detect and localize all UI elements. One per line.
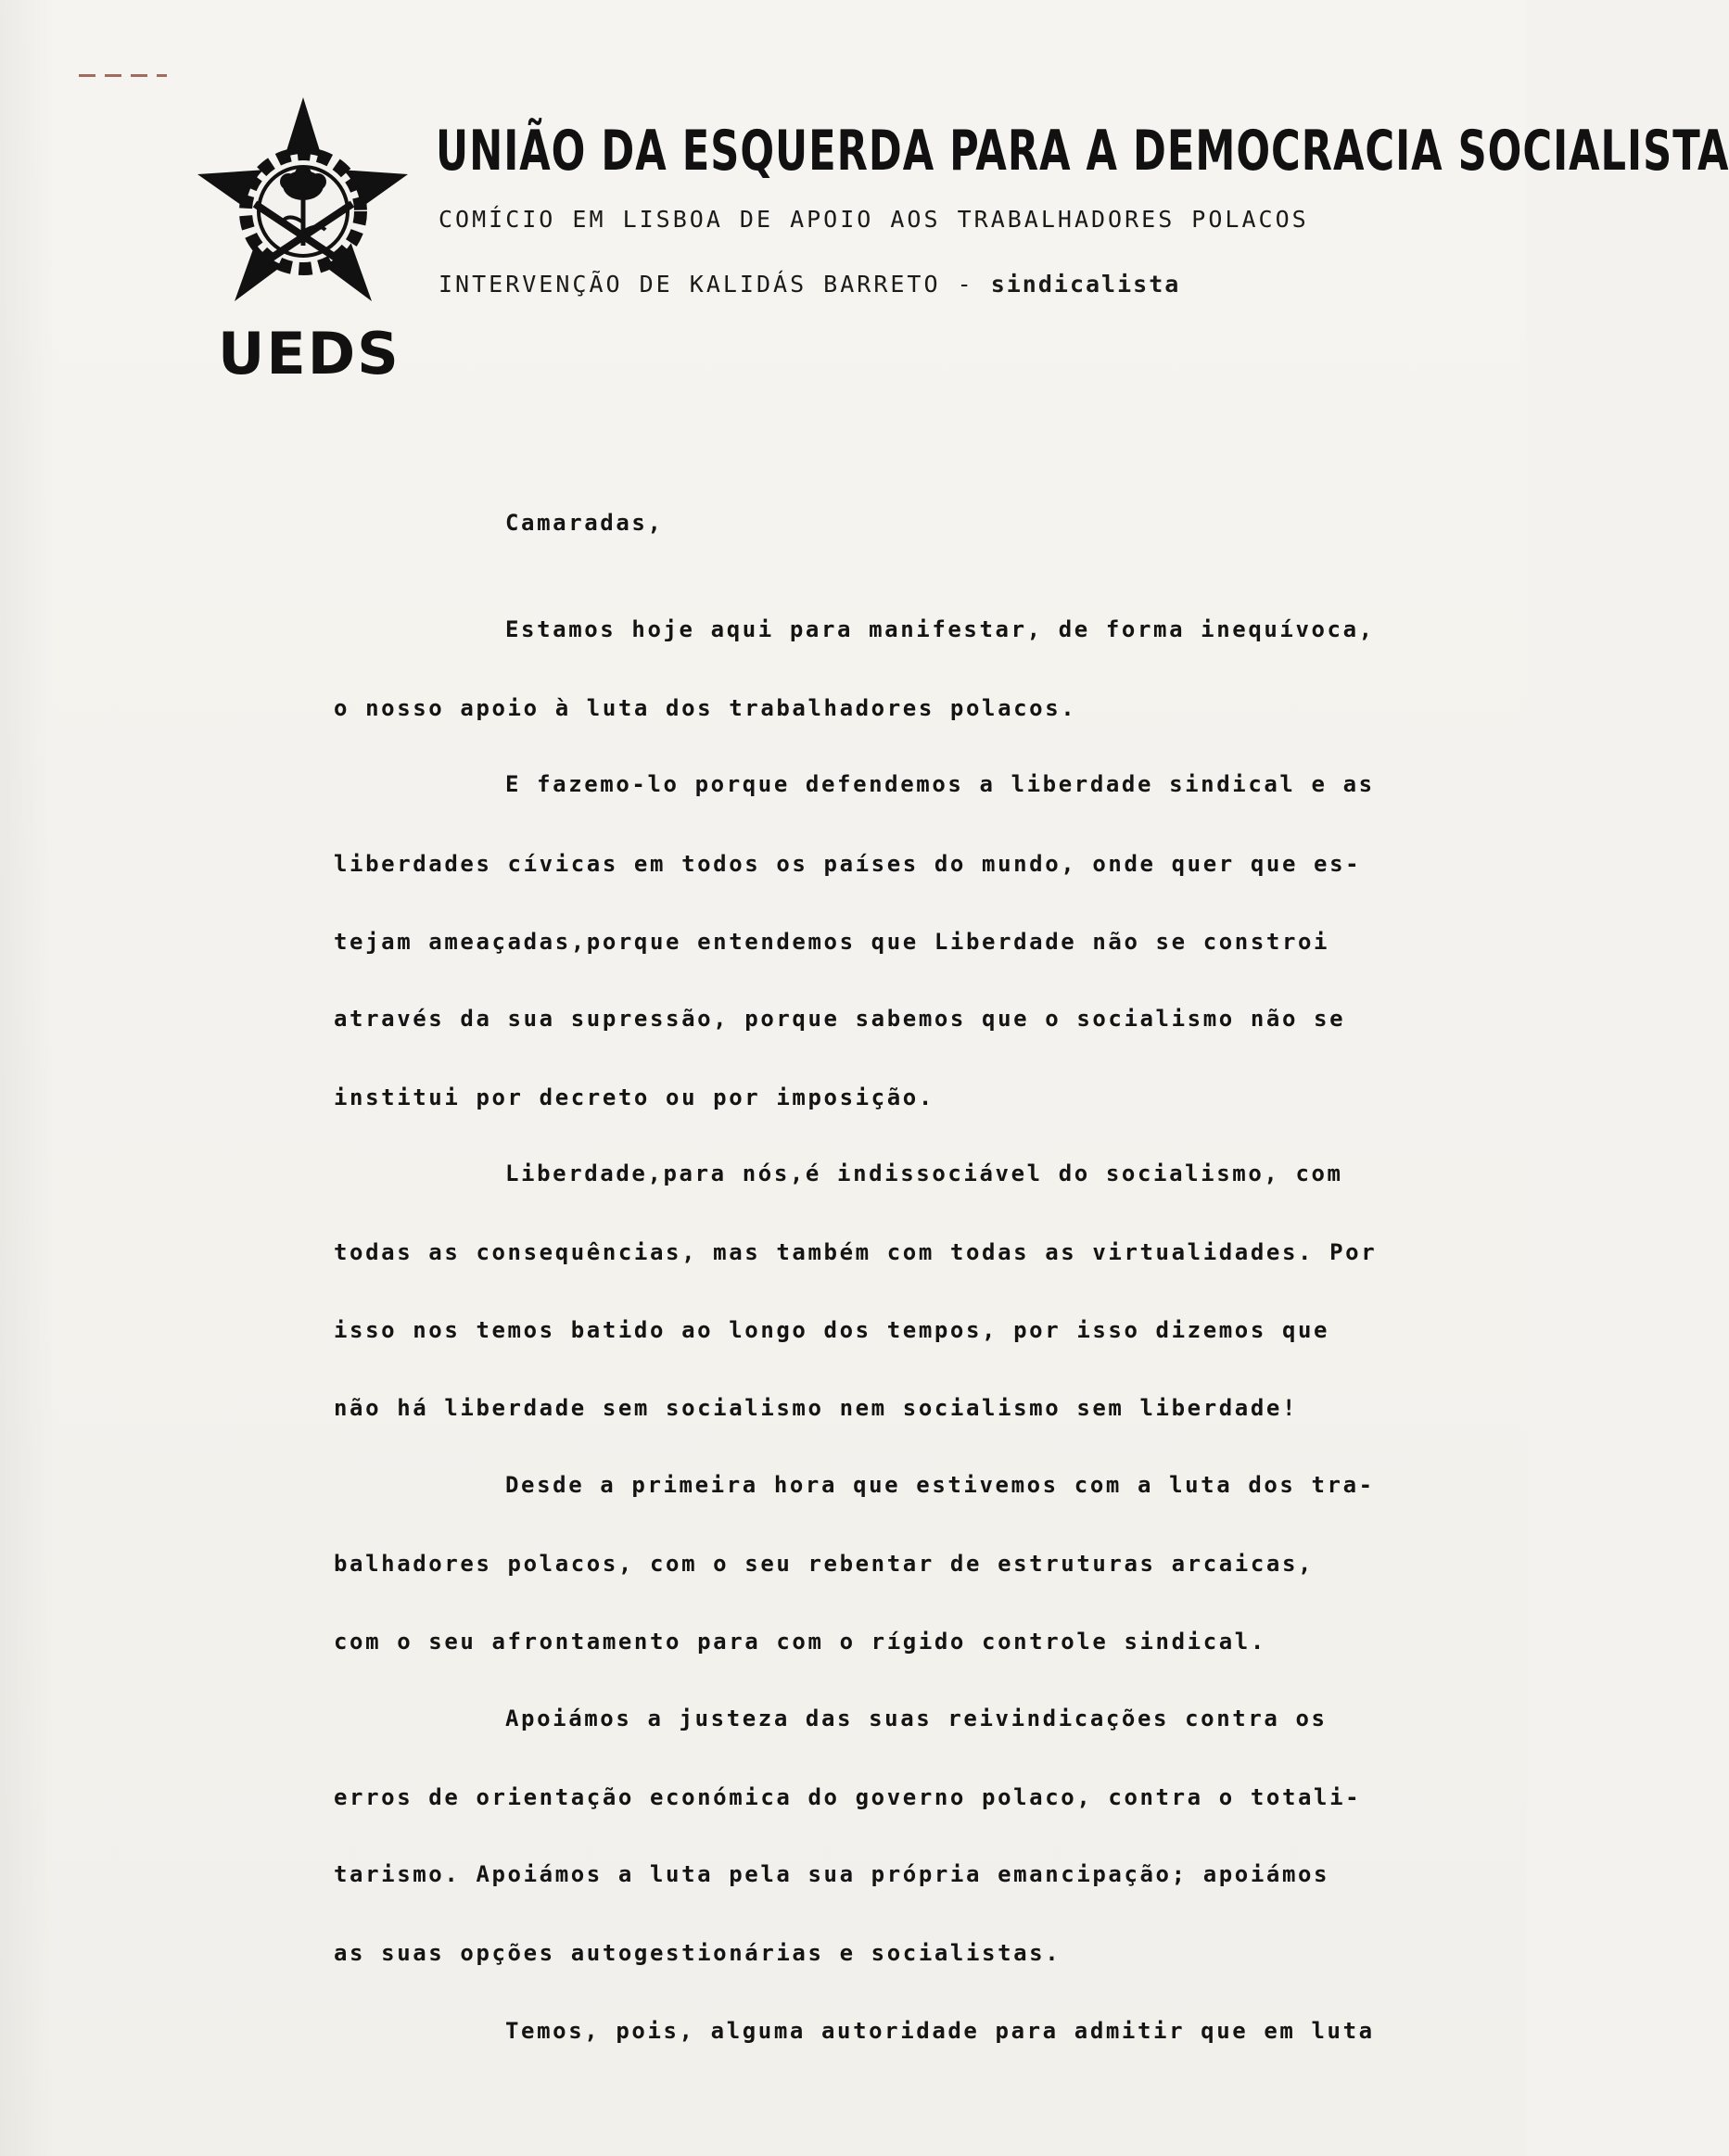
text-line: institui por decreto ou por imposição. xyxy=(334,1084,934,1110)
text-line: tejam ameaçadas,porque entendemos que Liberdade não se constroi xyxy=(334,929,1330,955)
corner-ink-mark xyxy=(79,74,167,77)
text-line: não há liberdade sem socialismo nem socialismo sem liberdade! xyxy=(334,1395,1299,1421)
logo-acronym: UEDS xyxy=(218,320,400,387)
text-line: balhadores polacos, com o seu rebentar de estruturas arcaicas, xyxy=(334,1551,1315,1577)
text-line: liberdades cívicas em todos os países do mundo, onde quer que es- xyxy=(334,851,1362,877)
text-line: com o seu afrontamento para com o rígido controle sindical. xyxy=(334,1629,1266,1655)
text-line: Estamos hoje aqui para manifestar, de forma inequívoca, xyxy=(505,616,1375,642)
text-line: as suas opções autogestionárias e socialistas. xyxy=(334,1940,1062,1966)
text-line: Camaradas, xyxy=(505,510,664,536)
ueds-logo xyxy=(190,93,413,389)
star-gear-carnation-emblem xyxy=(190,93,413,315)
organization-title: UNIÃO DA ESQUERDA PARA A DEMOCRACIA SOCIALISTA xyxy=(436,119,1729,184)
text-line: erros de orientação económica do governo polaco, contra o totali- xyxy=(334,1784,1362,1810)
speaker-prefix: INTERVENÇÃO DE KALIDÁS BARRETO - xyxy=(439,271,991,298)
text-line: Liberdade,para nós,é indissociável do socialismo, com xyxy=(505,1160,1343,1186)
text-line: E fazemo-lo porque defendemos a liberdade sindical e as xyxy=(505,771,1375,797)
text-line: o nosso apoio à luta dos trabalhadores polacos. xyxy=(334,695,1077,721)
text-line: Temos, pois, alguma autoridade para admitir que em luta xyxy=(505,2018,1375,2044)
text-line: isso nos temos batido ao longo dos tempos, por isso dizemos que xyxy=(334,1317,1330,1343)
text-line: Apoiámos a justeza das suas reivindicações contra os xyxy=(505,1706,1328,1731)
text-line: Desde a primeira hora que estivemos com a luta dos tra- xyxy=(505,1472,1375,1498)
text-line: tarismo. Apoiámos a luta pela sua própria emancipação; apoiámos xyxy=(334,1861,1330,1887)
text-line: todas as consequências, mas também com todas as virtualidades. Por xyxy=(334,1239,1378,1265)
speaker-line xyxy=(439,271,1180,298)
speaker-role: sindicalista xyxy=(990,271,1181,298)
text-line: através da sua supressão, porque sabemos que o socialismo não se xyxy=(334,1006,1346,1032)
event-subtitle: COMÍCIO EM LISBOA DE APOIO AOS TRABALHADORES POLACOS xyxy=(439,206,1309,233)
